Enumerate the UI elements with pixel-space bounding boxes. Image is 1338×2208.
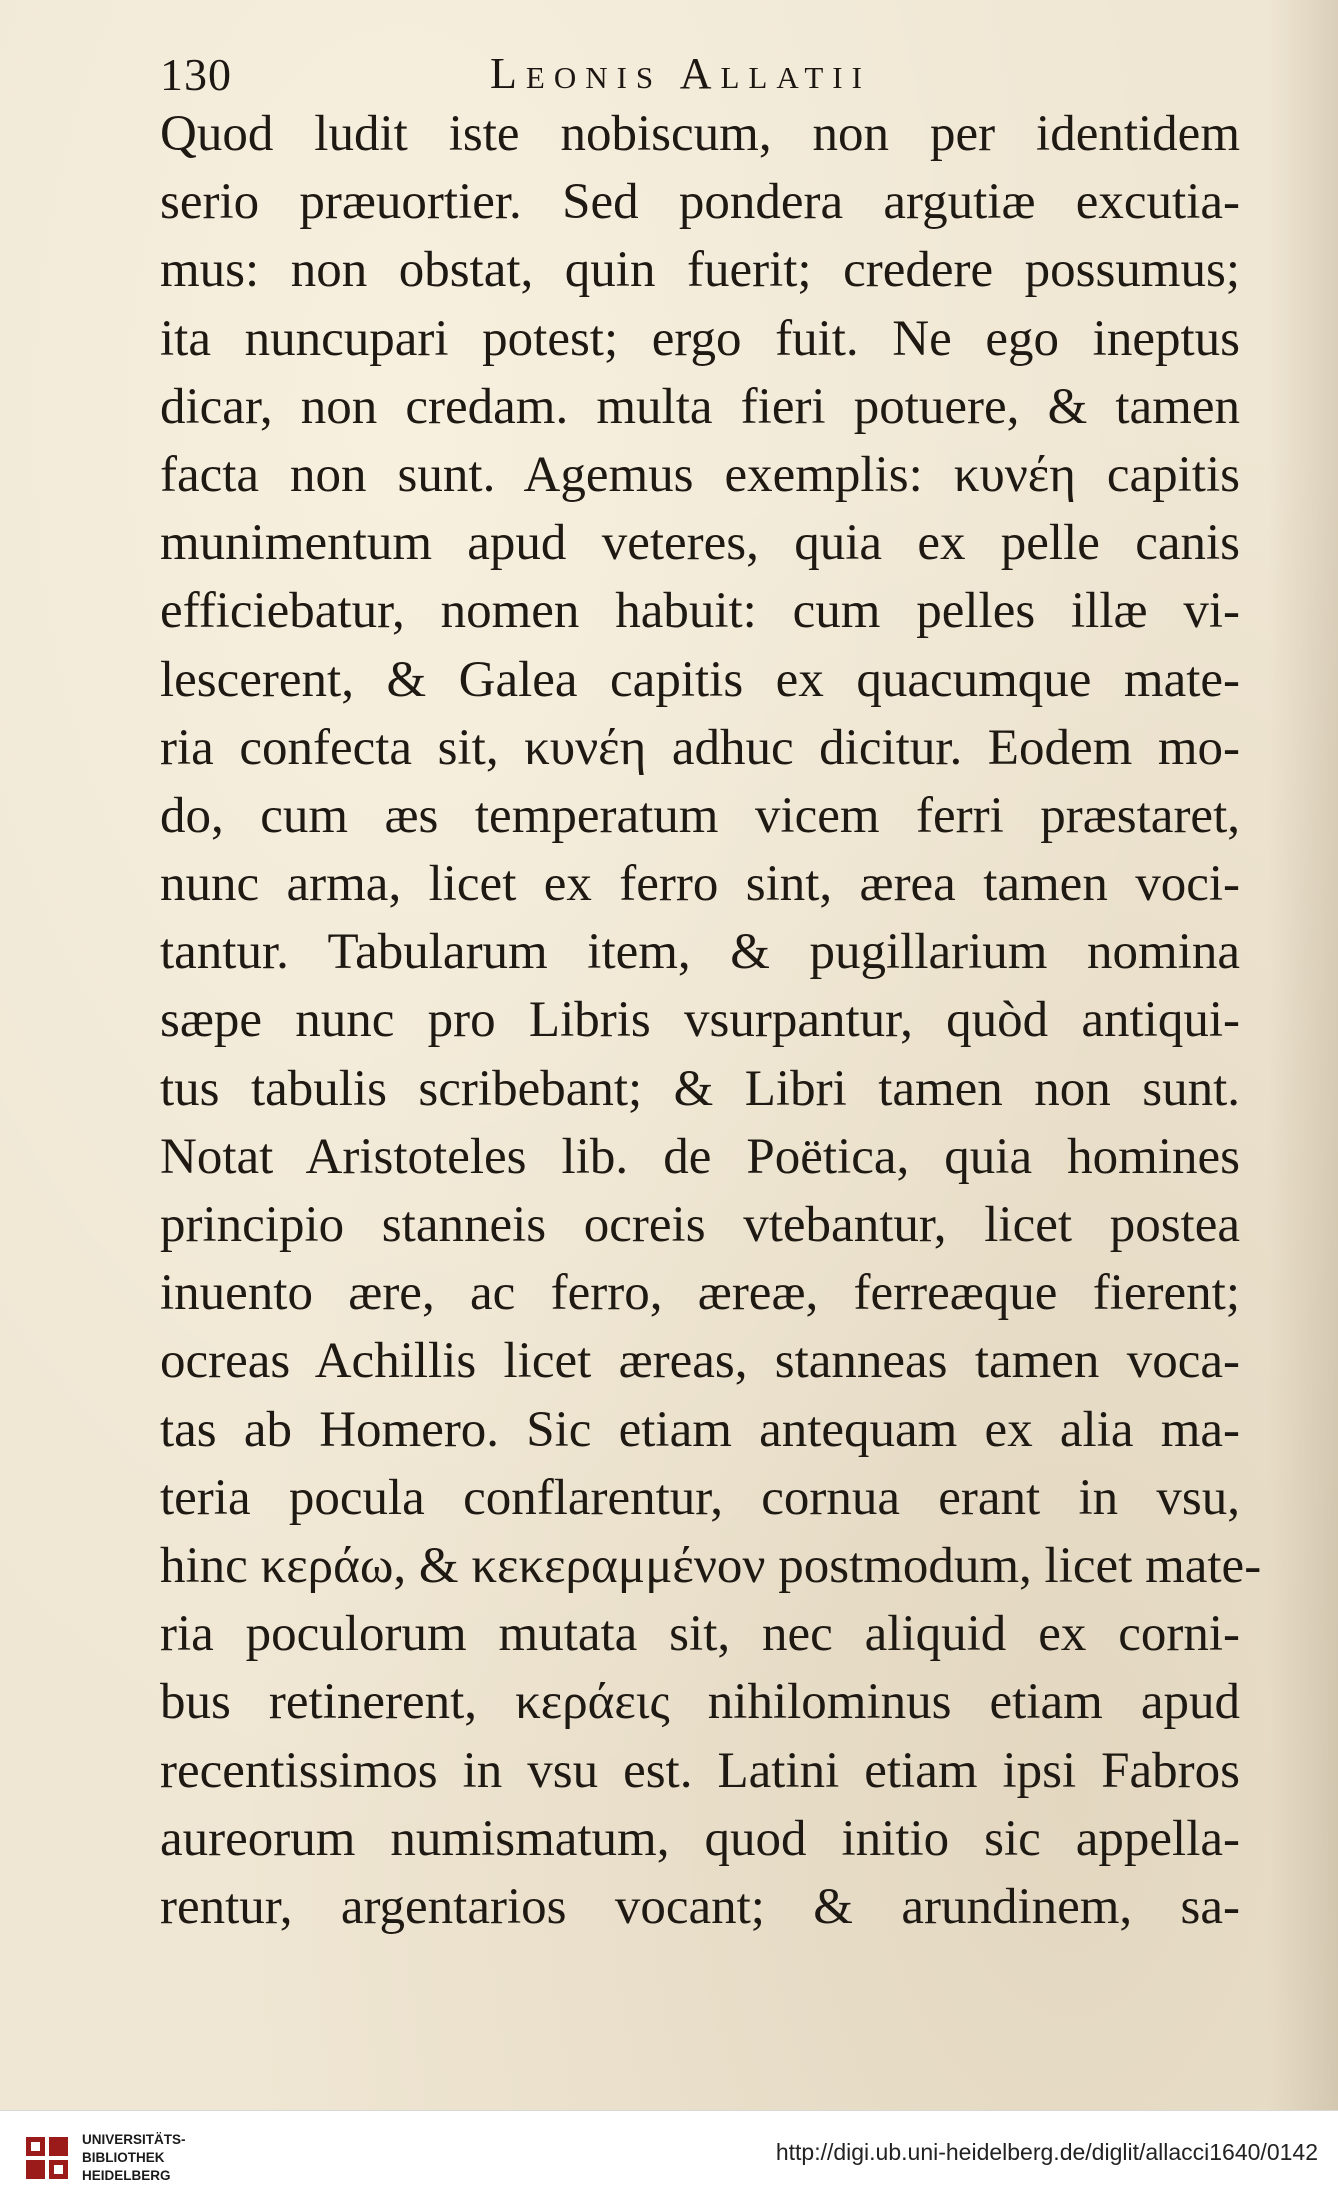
text-line: ocreas Achillis licet æreas, stanneas tamen voca- [160, 1333, 1240, 1390]
text-line: ita nuncupari potest; ergo fuit. Ne ego ineptus [160, 310, 1240, 367]
text-line: efficiebatur, nomen habuit: cum pelles illæ vi- [160, 583, 1240, 640]
text-line: teria pocula conflarentur, cornua erant in vsu, [160, 1469, 1240, 1526]
source-url-link[interactable]: http://digi.ub.uni-heidelberg.de/diglit/allacci1640/0142 [775, 2139, 1318, 2165]
body-text [160, 100, 1262, 1941]
text-line: bus retinerent, κεράεις nihilominus etiam apud [160, 1674, 1240, 1731]
text-line: serio præuortier. Sed pondera argutiæ excutia- [160, 174, 1240, 231]
footer-bar [0, 2110, 1338, 2208]
text-line: hinc κεράω, & κεκεραμμένον postmodum, licet mate- [160, 1537, 1262, 1594]
text-line: ria confecta sit, κυνέη adhuc dicitur. Eodem mo- [160, 719, 1240, 776]
page-edge-shadow [1268, 0, 1338, 2110]
library-logo-text [82, 2131, 186, 2185]
text-line: Quod ludit iste nobiscum, non per identidem [160, 106, 1240, 162]
text-line: principio stanneis ocreis vtebantur, licet postea [160, 1197, 1240, 1253]
logo-line: HEIDELBERG [82, 2168, 171, 2183]
text-line: sæpe nunc pro Libris vsurpantur, quòd antiqui- [160, 992, 1240, 1049]
text-line: ria poculorum mutata sit, nec aliquid ex corni- [160, 1606, 1240, 1663]
text-line: lescerent, & Galea capitis ex quacumque mate- [160, 651, 1240, 708]
text-line: do, cum æs temperatum vicem ferri præstaret, [160, 787, 1240, 844]
logo-line: BIBLIOTHEK [82, 2150, 165, 2165]
text-line: tas ab Homero. Sic etiam antequam ex alia ma- [160, 1401, 1240, 1458]
text-line: rentur, argentarios vocant; & arundinem, sa- [160, 1878, 1240, 1935]
library-logo-icon [22, 2133, 72, 2183]
text-line: mus: non obstat, quin fuerit; credere possumus; [160, 242, 1240, 299]
text-line: Notat Aristoteles lib. de Poëtica, quia homines [160, 1128, 1240, 1185]
running-head-title: Leonis Allatii [490, 49, 871, 98]
text-line: nunc arma, licet ex ferro sint, ærea tamen voci- [160, 856, 1240, 913]
text-line: aureorum numismatum, quod initio sic appella- [160, 1810, 1240, 1867]
text-line: tantur. Tabularum item, & pugillarium nomina [160, 924, 1240, 981]
text-line: inuento ære, ac ferro, æreæ, ferreæque fierent; [160, 1265, 1240, 1322]
logo-line: UNIVERSITÄTS- [82, 2132, 186, 2147]
text-line: recentissimos in vsu est. Latini etiam ipsi Fabros [160, 1742, 1240, 1799]
text-line: munimentum apud veteres, quia ex pelle canis [160, 515, 1240, 572]
running-head [160, 48, 1220, 108]
text-line: tus tabulis scribebant; & Libri tamen non sunt. [160, 1060, 1240, 1117]
text-line: dicar, non credam. multa fieri potuere, & tamen [160, 378, 1240, 435]
page-number: 130 [160, 49, 232, 100]
text-line: facta non sunt. Agemus exemplis: κυνέη capitis [160, 446, 1240, 503]
